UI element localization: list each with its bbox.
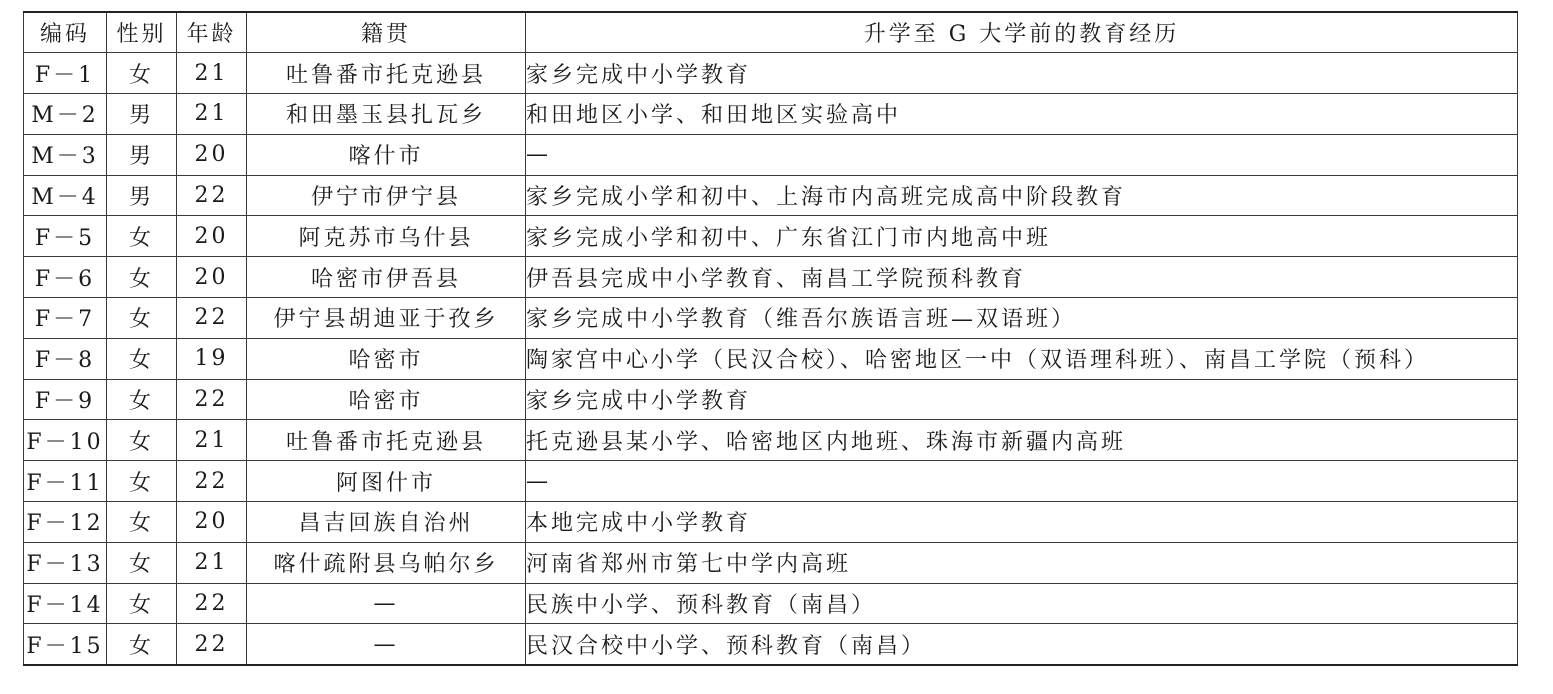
header-code: 编码 — [24, 12, 107, 53]
cell-gender: 女 — [107, 420, 177, 461]
cell-education: 民族中小学、预科教育（南昌） — [526, 583, 1518, 624]
cell-origin: 和田墨玉县扎瓦乡 — [247, 94, 526, 135]
cell-gender: 女 — [107, 257, 177, 298]
cell-age: 20 — [177, 216, 247, 257]
cell-age: 21 — [177, 53, 247, 94]
cell-gender: 男 — [107, 94, 177, 135]
cell-origin: 哈密市 — [247, 379, 526, 420]
cell-gender: 女 — [107, 379, 177, 420]
cell-gender: 女 — [107, 53, 177, 94]
cell-gender: 女 — [107, 338, 177, 379]
cell-education: 和田地区小学、和田地区实验高中 — [526, 94, 1518, 135]
cell-education: — — [526, 134, 1518, 175]
cell-code: M－4 — [24, 175, 107, 216]
cell-origin: 哈密市伊吾县 — [247, 257, 526, 298]
cell-origin: 伊宁市伊宁县 — [247, 175, 526, 216]
cell-gender: 女 — [107, 298, 177, 339]
header-origin: 籍贯 — [247, 12, 526, 53]
cell-code: F－11 — [24, 461, 107, 502]
table-row — [24, 216, 1518, 257]
cell-origin: 吐鲁番市托克逊县 — [247, 53, 526, 94]
cell-code: F－1 — [24, 53, 107, 94]
cell-code: F－13 — [24, 542, 107, 583]
cell-code: F－8 — [24, 338, 107, 379]
header-age: 年龄 — [177, 12, 247, 53]
cell-gender: 男 — [107, 134, 177, 175]
cell-gender: 男 — [107, 175, 177, 216]
table-row — [24, 257, 1518, 298]
cell-origin: — — [247, 624, 526, 665]
cell-origin: 伊宁县胡迪亚于孜乡 — [247, 298, 526, 339]
cell-origin: 哈密市 — [247, 338, 526, 379]
cell-age: 20 — [177, 134, 247, 175]
cell-education: 家乡完成中小学教育 — [526, 53, 1518, 94]
table-row — [24, 583, 1518, 624]
cell-education: 家乡完成小学和初中、广东省江门市内地高中班 — [526, 216, 1518, 257]
cell-origin: 阿图什市 — [247, 461, 526, 502]
cell-code: F－5 — [24, 216, 107, 257]
cell-code: F－7 — [24, 298, 107, 339]
cell-origin: 喀什市 — [247, 134, 526, 175]
header-gender: 性别 — [107, 12, 177, 53]
cell-origin: 阿克苏市乌什县 — [247, 216, 526, 257]
cell-education: 陶家宫中心小学（民汉合校）、哈密地区一中（双语理科班）、南昌工学院（预科） — [526, 338, 1518, 379]
cell-age: 19 — [177, 338, 247, 379]
cell-gender: 女 — [107, 461, 177, 502]
cell-code: M－2 — [24, 94, 107, 135]
table-row — [24, 542, 1518, 583]
cell-age: 22 — [177, 175, 247, 216]
cell-origin: 吐鲁番市托克逊县 — [247, 420, 526, 461]
cell-education: 河南省郑州市第七中学内高班 — [526, 542, 1518, 583]
header-row — [24, 12, 1518, 53]
cell-origin: 喀什疏附县乌帕尔乡 — [247, 542, 526, 583]
cell-age: 22 — [177, 583, 247, 624]
cell-gender: 女 — [107, 502, 177, 543]
cell-origin: — — [247, 583, 526, 624]
cell-gender: 女 — [107, 216, 177, 257]
table-row — [24, 175, 1518, 216]
table-row — [24, 379, 1518, 420]
cell-age: 22 — [177, 461, 247, 502]
table-row — [24, 53, 1518, 94]
cell-age: 22 — [177, 624, 247, 665]
cell-gender: 女 — [107, 624, 177, 665]
table-row — [24, 338, 1518, 379]
table-row — [24, 134, 1518, 175]
cell-code: F－15 — [24, 624, 107, 665]
cell-age: 20 — [177, 502, 247, 543]
cell-code: F－14 — [24, 583, 107, 624]
cell-code: F－12 — [24, 502, 107, 543]
cell-age: 21 — [177, 94, 247, 135]
cell-education: 托克逊县某小学、哈密地区内地班、珠海市新疆内高班 — [526, 420, 1518, 461]
cell-age: 21 — [177, 542, 247, 583]
student-profile-table — [23, 11, 1518, 666]
cell-gender: 女 — [107, 542, 177, 583]
cell-age: 22 — [177, 379, 247, 420]
cell-education: 家乡完成中小学教育（维吾尔族语言班—双语班） — [526, 298, 1518, 339]
cell-age: 20 — [177, 257, 247, 298]
cell-code: F－6 — [24, 257, 107, 298]
table-row — [24, 624, 1518, 665]
cell-education: — — [526, 461, 1518, 502]
cell-education: 家乡完成小学和初中、上海市内高班完成高中阶段教育 — [526, 175, 1518, 216]
cell-education: 家乡完成中小学教育 — [526, 379, 1518, 420]
cell-age: 22 — [177, 298, 247, 339]
cell-origin: 昌吉回族自治州 — [247, 502, 526, 543]
header-education: 升学至 G 大学前的教育经历 — [526, 12, 1518, 53]
table-row — [24, 502, 1518, 543]
cell-code: M－3 — [24, 134, 107, 175]
cell-age: 21 — [177, 420, 247, 461]
table-row — [24, 94, 1518, 135]
cell-gender: 女 — [107, 583, 177, 624]
table-row — [24, 298, 1518, 339]
table-row — [24, 420, 1518, 461]
cell-education: 本地完成中小学教育 — [526, 502, 1518, 543]
cell-education: 伊吾县完成中小学教育、南昌工学院预科教育 — [526, 257, 1518, 298]
cell-code: F－9 — [24, 379, 107, 420]
cell-code: F－10 — [24, 420, 107, 461]
table-row — [24, 461, 1518, 502]
cell-education: 民汉合校中小学、预科教育（南昌） — [526, 624, 1518, 665]
